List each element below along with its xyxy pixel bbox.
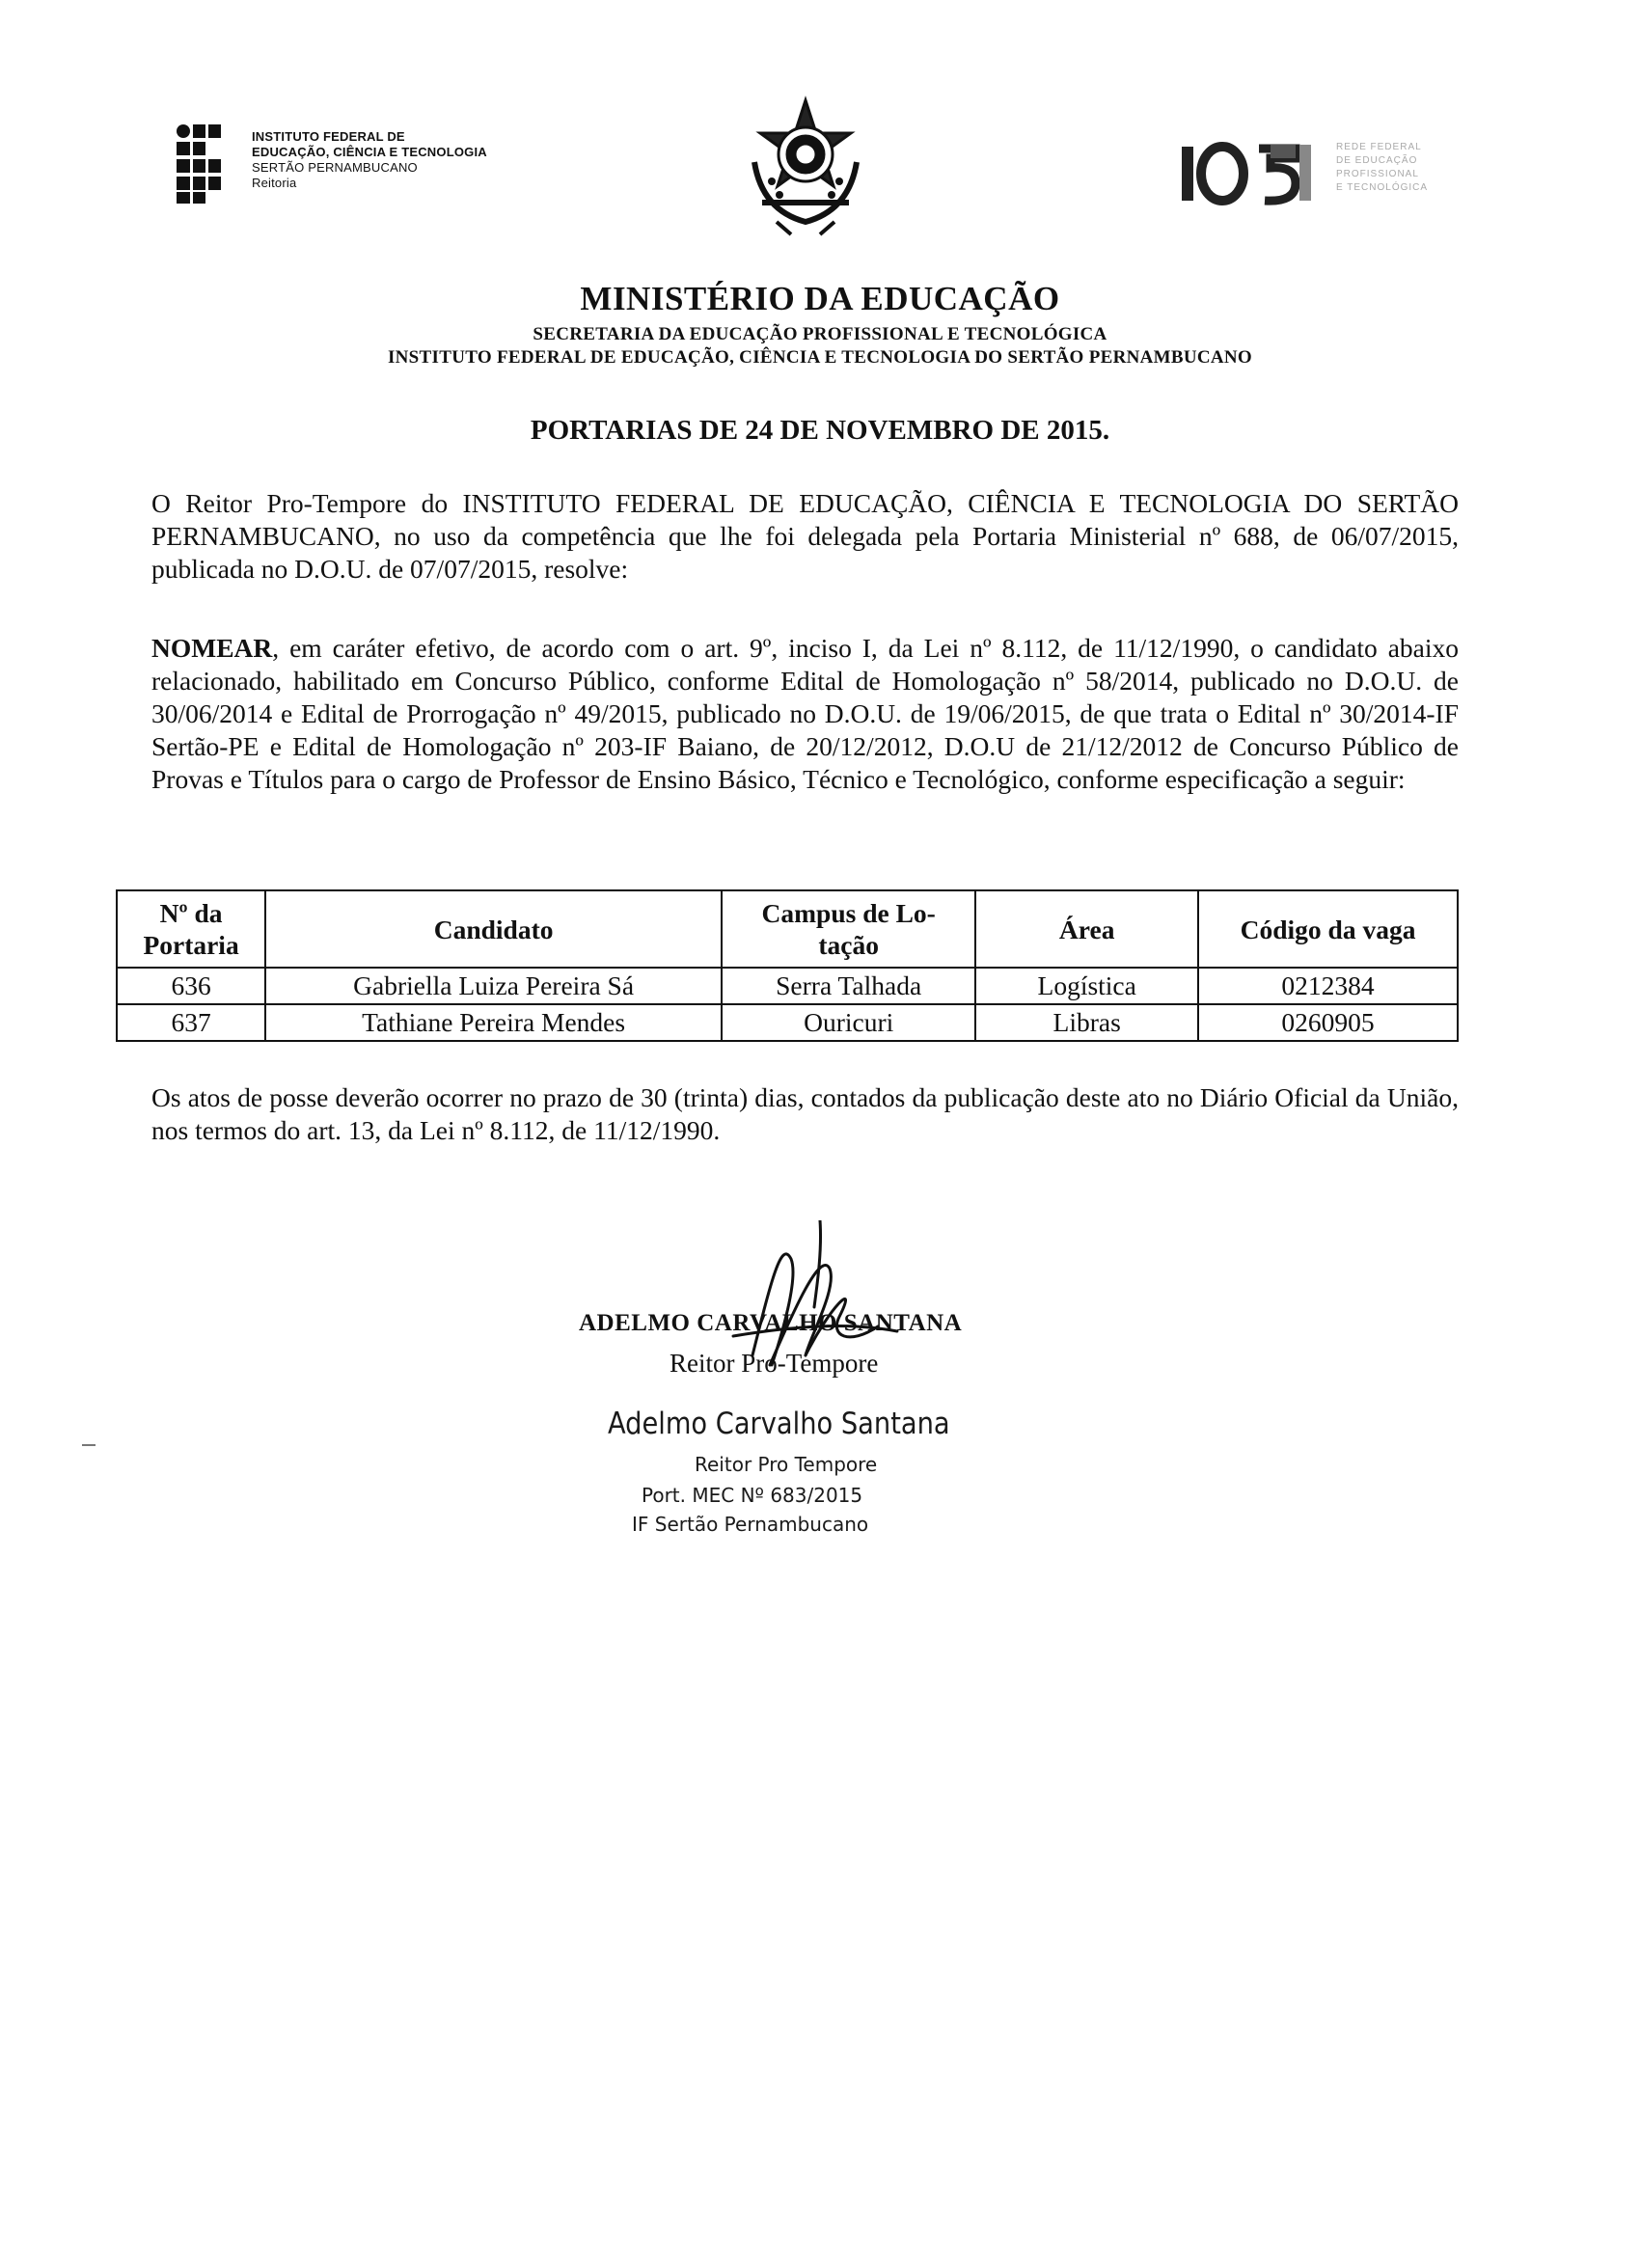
if-logo-line-3: SERTÃO PERNAMBUCANO [252, 160, 418, 175]
nomination-table [116, 889, 1459, 1042]
intro-paragraph: O Reitor Pro-Tempore do INSTITUTO FEDERAL DE EDUCAÇÃO, CIÊNCIA E TECNOLOGIA DO SERTÃO PERNAMBUCANO, no uso da competência que lhe foi delegada pela Portaria Ministerial nº 688, de 06/07/2015, publicada no D.O.U. de 07/07/2015, resolve: [151, 488, 1459, 584]
nomear-paragraph [151, 632, 1459, 796]
if-logo-line-1: INSTITUTO FEDERAL DE [252, 129, 405, 144]
header-campus-line-2: tação [818, 930, 879, 960]
if-logo-mark-icon [177, 123, 223, 205]
cell-codigo: 0212384 [1198, 968, 1458, 1004]
cell-portaria: 636 [117, 968, 265, 1004]
cell-campus: Ouricuri [722, 1004, 975, 1041]
cell-codigo: 0260905 [1198, 1004, 1458, 1041]
if-logo-line-2: EDUCAÇÃO, CIÊNCIA E TECNOLOGIA [252, 145, 487, 159]
table-row [117, 1004, 1458, 1041]
cell-candidato: Gabriella Luiza Pereira Sá [265, 968, 722, 1004]
stamp-role: Reitor Pro Tempore [695, 1453, 878, 1476]
cell-campus: Serra Talhada [722, 968, 975, 1004]
table-row [117, 968, 1458, 1004]
nomear-text: , em caráter efetivo, de acordo com o art. 9º, inciso I, da Lei nº 8.112, de 11/12/1990, o candidato abaixo relacionado, habilitado em Concurso Público, conforme Edital de Homologação nº 58/2014, publicado no D.O.U. de 30/06/2014 e Edital de Prorrogação nº 49/2015, publicado no D.O.U. de 19/06/2015, de que trata o Edital nº 30/2014-IF Sertão-PE e Edital de Homologação nº 203-IF Baiano, de 20/12/2012, D.O.U de 21/12/2012 de Concurso Público de Provas e Títulos para o cargo de Professor de Ensino Básico, Técnico e Tecnológico, conforme especificação a seguir: [151, 633, 1459, 794]
rede-federal-text [1336, 141, 1428, 195]
rede-federal-105-anos-logo [1182, 135, 1471, 222]
signatory-name: ADELMO CARVALHO SANTANA [579, 1310, 963, 1336]
anos-line-3: PROFISSIONAL [1336, 169, 1419, 179]
anos-line-2: DE EDUCAÇÃO [1336, 155, 1418, 166]
if-logo-line-4: Reitoria [252, 176, 297, 190]
secretary-subtitle: SECRETARIA DA EDUCAÇÃO PROFISSIONAL E TECNOLÓGICA [533, 324, 1107, 344]
ministry-title: MINISTÉRIO DA EDUCAÇÃO [580, 280, 1060, 317]
header-candidato: Candidato [265, 890, 722, 968]
header-codigo: Código da vaga [1198, 890, 1458, 968]
stamp-name: Adelmo Carvalho Santana [608, 1407, 950, 1441]
header-portaria [117, 890, 265, 968]
table-header-row [117, 890, 1458, 968]
header-portaria-line-1: Nº da [159, 898, 223, 928]
cell-portaria: 637 [117, 1004, 265, 1041]
header-campus-line-1: Campus de Lo- [761, 898, 936, 928]
handwritten-signature [714, 1220, 907, 1384]
anos-line-4: E TECNOLÓGICA [1336, 182, 1429, 193]
nomear-lead: NOMEAR [151, 633, 273, 663]
stamp-institution: IF Sertão Pernambucano [632, 1513, 869, 1536]
cell-area: Logística [975, 968, 1198, 1004]
header-campus [722, 890, 975, 968]
scan-mark [82, 1444, 96, 1446]
institute-subtitle: INSTITUTO FEDERAL DE EDUCAÇÃO, CIÊNCIA E TECNOLOGIA DO SERTÃO PERNAMBUCANO [387, 347, 1253, 368]
header-area: Área [975, 890, 1198, 968]
if-sertao-logo [177, 123, 582, 210]
header-portaria-line-2: Portaria [143, 930, 239, 960]
cell-candidato: Tathiane Pereira Mendes [265, 1004, 722, 1041]
cell-area: Libras [975, 1004, 1198, 1041]
signatory-role: Reitor Pro-Tempore [670, 1349, 879, 1378]
anos-line-1: REDE FEDERAL [1336, 142, 1422, 152]
posse-paragraph: Os atos de posse deverão ocorrer no prazo de 30 (trinta) dias, contados da publicação deste ato no Diário Oficial da União, nos termos do art. 13, da Lei nº 8.112, de 11/12/1990. [151, 1082, 1459, 1145]
portarias-title: PORTARIAS DE 24 DE NOVEMBRO DE 2015. [530, 415, 1110, 446]
brazil-coat-of-arms-icon [733, 95, 878, 239]
stamp-port: Port. MEC Nº 683/2015 [642, 1484, 863, 1507]
if-logo-text [252, 129, 487, 191]
